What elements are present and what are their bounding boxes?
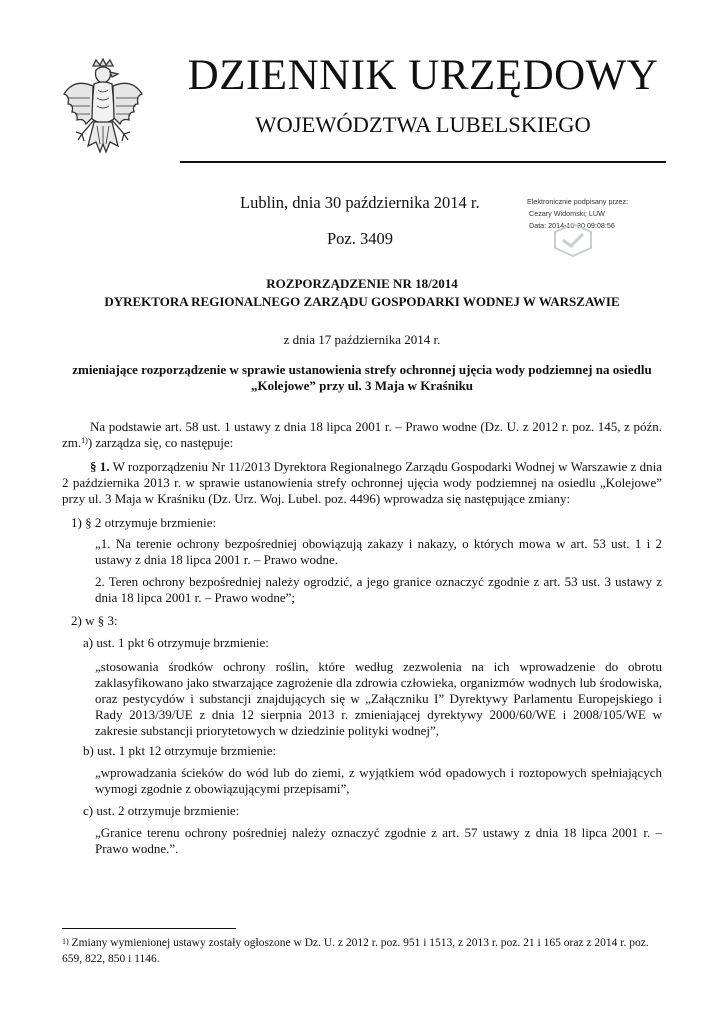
act-title: ROZPORZĄDZENIE NR 18/2014 [266, 276, 458, 291]
act-issuer: DYREKTORA REGIONALNEGO ZARZĄDU GOSPODARKI WODNEJ W WARSZAWIE [104, 294, 620, 309]
footnote-divider [62, 928, 236, 929]
legal-basis-paragraph [62, 419, 662, 451]
legal-basis-text: Na podstawie art. 58 ust. 1 ustawy z dnia 18 lipca 2001 r. – Prawo wodne (Dz. U. z 2012 r. poz. 145, z późn. zm. [62, 419, 662, 450]
act-subject-line-1: zmieniające rozporządzenie w sprawie ustanowienia strefy ochronnej ujęcia wody podziemnej na osiedlu [72, 362, 652, 377]
signature-check-icon [551, 222, 595, 258]
footnote-reference: 1) [81, 436, 88, 445]
footnote [62, 936, 662, 967]
legal-basis-tail: ) zarządza się, co następuje: [87, 435, 234, 450]
position-number: Poz. 3409 [327, 229, 393, 248]
signature-line-3: Data: 2014-10-30 09:08:56 [529, 221, 615, 230]
amendment-item-2c-quote: „Granice terenu ochrony pośredniej należy oznaczyć zgodnie z art. 57 ustawy z dnia 18 lipca 2001 r. – Prawo wodne.”. [95, 825, 662, 856]
signature-line-2: Cezary Widomski; LUW [529, 209, 605, 218]
amendment-item-1-quote-2: 2. Teren ochrony bezpośredniej należy ogrodzić, a jego granice oznaczyć zgodnie z art. 53 ust. 3 ustawy z dnia 18 lipca 2001 r. – Prawo wodne”; [95, 574, 662, 605]
masthead-divider [180, 161, 666, 163]
section-1-label: § 1. [90, 459, 110, 474]
amendment-item-2: 2) w § 3: [71, 613, 118, 628]
signature-line-1: Elektronicznie podpisany przez: [527, 197, 629, 206]
amendment-item-1: 1) § 2 otrzymuje brzmienie: [71, 515, 217, 530]
section-1-text: W rozporządzeniu Nr 11/2013 Dyrektora Regionalnego Zarządu Gospodarki Wodnej w Warszawie z dnia 2 października 2013 r. w sprawie ustanowienia strefy ochronnej ujęcia wody podziemnej na osiedlu „Kolejowe” przy ul. 3 Maja w Kraśniku (Dz. Urz. Woj. Lubel. poz. 4496) wprowadza się następujące zmiany: [62, 459, 663, 506]
act-date: z dnia 17 października 2014 r. [283, 332, 441, 347]
amendment-item-2b-quote: „wprowadzania ścieków do wód lub do ziemi, z wyjątkiem wód opadowych i roztopowych spełniających wymogi zgodnie z obowiązującymi przepisami”, [95, 765, 662, 796]
amendment-item-2c: c) ust. 2 otrzymuje brzmienie: [83, 803, 240, 818]
polish-eagle-emblem-icon [60, 58, 146, 170]
amendment-item-2a: a) ust. 1 pkt 6 otrzymuje brzmienie: [83, 635, 269, 650]
amendment-item-2a-quote: „stosowania środków ochrony roślin, które według zezwolenia na ich wprowadzenie do obrotu zaklasyfikowano jako stwarzające zagrożenie dla zdrowia człowieka, organizmów wodnych lub środowiska, oraz pestycydów i substancji znajdujących się w „Załączniku I” Dyrektywy Parlamentu Europejskiego i Rady 2013/39/UE z dnia 12 sierpnia 2013 r. zmieniającej dyrektywy 2000/60/WE i 2008/105/WE w zakresie substancji priorytetowych w dziedzinie polityki wodnej”, [95, 659, 662, 738]
masthead-title: DZIENNIK URZĘDOWY [187, 52, 659, 99]
footnote-text: Zmiany wymienionej ustawy zostały ogłoszone w Dz. U. z 2012 r. poz. 951 i 1513, z 2013 r. poz. 21 i 165 oraz z 2014 r. poz. 659, 822, 850 i 1146. [62, 937, 649, 965]
section-1-paragraph [62, 459, 662, 507]
amendment-item-2b: b) ust. 1 pkt 12 otrzymuje brzmienie: [83, 743, 277, 758]
masthead-subtitle: WOJEWÓDZTWA LUBELSKIEGO [255, 112, 591, 137]
act-subject-line-2: „Kolejowe” przy ul. 3 Maja w Kraśniku [250, 378, 474, 393]
amendment-item-1-quote-1: „1. Na terenie ochrony bezpośredniej obowiązują zakazy i nakazy, o których mowa w art. 53 ust. 1 i 2 ustawy z dnia 18 lipca 2001 r. – Prawo wodne. [95, 536, 662, 567]
place-and-date: Lublin, dnia 30 października 2014 r. [240, 193, 480, 212]
footnote-marker: 1) [62, 937, 69, 946]
